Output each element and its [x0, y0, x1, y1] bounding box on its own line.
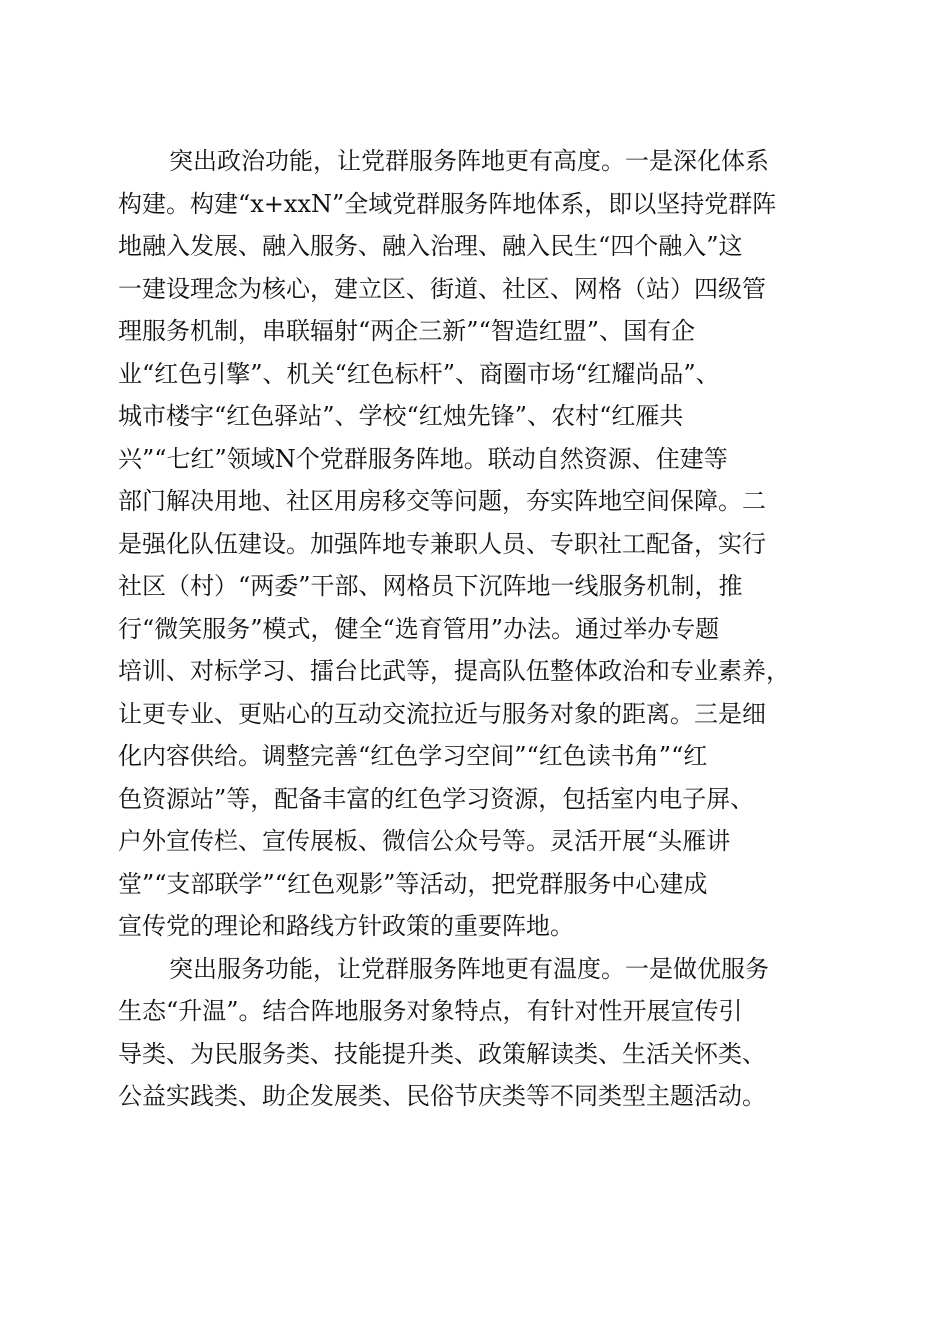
text-line: 导类、为民服务类、技能提升类、政策解读类、生活关怀类、 [118, 1039, 766, 1068]
text-line: 户外宣传栏、宣传展板、微信公众号等。灵活开展“头雁讲 [118, 827, 731, 855]
text-line: 部门解决用地、社区用房移交等问题，夯实阵地空间保障。二 [118, 487, 766, 515]
document-body [118, 140, 834, 1118]
text-line: 培训、对标学习、擂台比武等，提高队伍整体政治和专业素养， [118, 657, 790, 685]
text-line: 行“微笑服务”模式，健全“选育管用”办法。通过举办专题 [118, 614, 720, 643]
text-line: 化内容供给。调整完善“红色学习空间”“红色读书角”“红 [118, 742, 708, 770]
paragraph-service-function [118, 948, 834, 1118]
text-line: 理服务机制，串联辐射“两企三新”“智造红盟”、国有企 [118, 317, 696, 345]
text-line: 让更专业、更贴心的互动交流拉近与服务对象的距离。三是细 [118, 699, 766, 728]
text-line: 突出服务功能，让党群服务阵地更有温度。一是做优服务 [169, 954, 769, 983]
text-line: 社区（村）“两委”干部、网格员下沉阵地一线服务机制，推 [118, 572, 743, 600]
text-line: 业“红色引擎”、机关“红色标杆”、商圈市场“红耀尚品”、 [118, 359, 720, 388]
text-line: 兴”“七红”领域N个党群服务阵地。联动自然资源、住建等 [118, 444, 728, 473]
text-line: 城市楼宇“红色驿站”、学校“红烛先锋”、农村“红雁共 [118, 402, 684, 430]
text-line: 色资源站”等，配备丰富的红色学习资源，包括室内电子屏、 [118, 784, 755, 813]
text-line: 公益实践类、助企发展类、民俗节庆类等不同类型主题活动。 [118, 1082, 766, 1110]
text-line: 构建。构建“x+xxN”全域党群服务阵地体系，即以坚持党群阵 [118, 189, 777, 218]
text-line: 突出政治功能，让党群服务阵地更有高度。一是深化体系 [169, 147, 769, 175]
text-line: 一建设理念为核心，建立区、街道、社区、网格（站）四级管 [118, 274, 766, 303]
text-line: 是强化队伍建设。加强阵地专兼职人员、专职社工配备，实行 [118, 529, 766, 558]
paragraph-political-function [118, 140, 834, 948]
text-line: 地融入发展、融入服务、融入治理、融入民生“四个融入”这 [118, 232, 743, 260]
text-line: 堂”“支部联学”“红色观影”等活动，把党群服务中心建成 [118, 869, 708, 898]
text-line: 生态“升温”。结合阵地服务对象特点，有针对性开展宣传引 [118, 997, 743, 1025]
text-line: 宣传党的理论和路线方针政策的重要阵地。 [118, 912, 574, 940]
